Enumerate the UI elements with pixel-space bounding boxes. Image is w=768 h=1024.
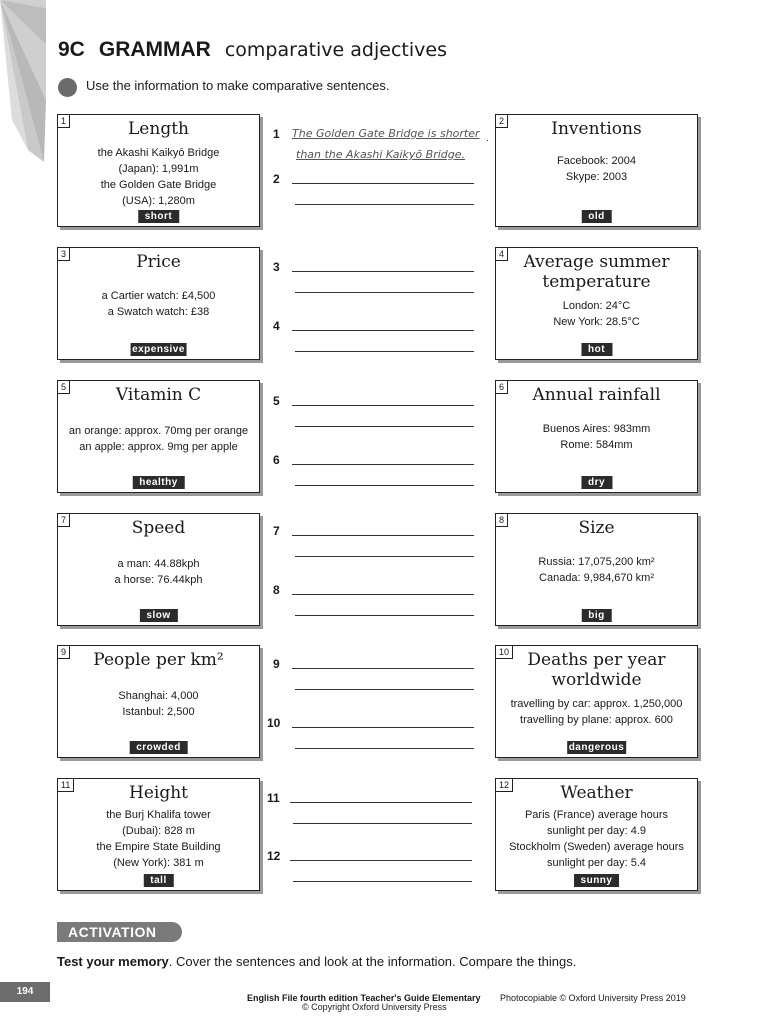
card-info-line: Facebook: 2004	[557, 155, 636, 167]
card-title: Weather	[560, 783, 633, 803]
card-info-line: travelling by plane: approx. 600	[520, 714, 673, 726]
info-card	[57, 645, 260, 758]
card-title: Price	[136, 252, 181, 272]
card-title: Deaths per year worldwide	[527, 650, 666, 690]
info-card	[495, 645, 698, 758]
adjective-label: crowded	[129, 741, 188, 754]
sentence-number: 10	[267, 716, 281, 730]
info-card	[495, 513, 698, 626]
activation-bold: Test your memory	[57, 954, 169, 969]
example-underline	[487, 140, 488, 141]
info-card	[57, 114, 260, 227]
info-card	[495, 247, 698, 360]
card-number: 12	[495, 778, 513, 792]
card-info-line: a man: 44.88kph	[117, 558, 200, 570]
card-title: Annual rainfall	[532, 385, 661, 405]
card-title: Inventions	[551, 119, 642, 139]
answer-line[interactable]	[292, 727, 474, 728]
adjective-label: old	[581, 210, 612, 223]
example-line-2: than the Akashi Kaikyō Bridge.	[296, 148, 466, 161]
card-title: Vitamin C	[115, 385, 202, 405]
answer-line[interactable]	[290, 860, 472, 861]
card-info-line: Buenos Aires: 983mm	[542, 423, 651, 435]
info-card	[57, 513, 260, 626]
card-info	[498, 153, 695, 185]
activation-instruction	[57, 954, 576, 969]
activation-text: . Cover the sentences and look at the information. Compare the things.	[168, 954, 577, 969]
card-info-line: a Swatch watch: £38	[107, 306, 210, 318]
answer-line[interactable]	[295, 204, 474, 205]
answer-line[interactable]	[295, 689, 474, 690]
card-info-line: Canada: 9,984,670 km²	[539, 572, 654, 584]
card-info-line: a Cartier watch: £4,500	[101, 290, 216, 302]
card-number: 7	[57, 513, 70, 527]
card-info-line: travelling by car: approx. 1,250,000	[510, 698, 683, 710]
card-info-line: Russia: 17,075,200 km²	[538, 556, 655, 568]
adjective-label: slow	[139, 609, 177, 622]
card-info	[498, 554, 695, 586]
info-card	[495, 380, 698, 493]
adjective-label: tall	[143, 874, 173, 887]
card-title: Size	[578, 518, 615, 538]
card-info-line: (USA): 1,280m	[122, 195, 195, 207]
answer-line[interactable]	[295, 426, 474, 427]
card-info-line: (Dubai): 828 m	[122, 825, 195, 837]
card-info-line: the Burj Khalifa tower	[106, 809, 211, 821]
card-number: 3	[57, 247, 70, 261]
card-info-line: Stockholm (Sweden) average hours	[509, 841, 684, 853]
card-title: People per km²	[93, 650, 224, 670]
card-info-line: sunlight per day: 4.9	[546, 825, 647, 837]
card-info-line: an apple: approx. 9mg per apple	[79, 441, 238, 453]
adjective-label: sunny	[574, 874, 620, 887]
card-info	[60, 145, 257, 209]
card-info	[498, 421, 695, 453]
card-number: 11	[57, 778, 74, 792]
info-card	[57, 247, 260, 360]
answer-line[interactable]	[292, 535, 474, 536]
rights-note: Photocopiable © Oxford University Press 2019	[500, 993, 686, 1003]
adjective-label: short	[138, 210, 180, 223]
card-number: 1	[57, 114, 70, 128]
sentence-number: 7	[273, 524, 280, 538]
answer-line[interactable]	[292, 271, 474, 272]
adjective-label: big	[581, 609, 612, 622]
info-card	[57, 778, 260, 891]
answer-line[interactable]	[292, 464, 474, 465]
section-name: GRAMMAR	[98, 38, 211, 61]
corner-fan-graphic	[0, 0, 60, 170]
answer-line[interactable]	[293, 823, 472, 824]
answer-line[interactable]	[292, 668, 474, 669]
answer-line[interactable]	[292, 405, 474, 406]
card-info-line: London: 24°C	[562, 300, 631, 312]
card-info-line: New York: 28.5°C	[553, 316, 640, 328]
answer-line[interactable]	[290, 802, 472, 803]
card-info-line: an orange: approx. 70mg per orange	[68, 425, 249, 437]
adjective-label: healthy	[132, 476, 185, 489]
activation-label: ACTIVATION	[57, 922, 182, 942]
card-info	[60, 288, 257, 320]
adjective-label: expensive	[132, 344, 185, 355]
adjective-label: hot	[581, 343, 612, 356]
sentence-number: 2	[273, 172, 280, 186]
bullet-icon	[58, 78, 77, 97]
instruction: Use the information to make comparative sentences.	[86, 78, 390, 93]
sentence-number: 6	[273, 453, 280, 467]
answer-line[interactable]	[295, 485, 474, 486]
card-info-line: a horse: 76.44kph	[114, 574, 203, 586]
card-info-line: Paris (France) average hours	[524, 809, 669, 821]
sentence-number: 8	[273, 583, 280, 597]
answer-line[interactable]	[295, 615, 474, 616]
sentence-number: 5	[273, 394, 280, 408]
book-title: English File fourth edition Teacher's Guide Elementary	[247, 993, 481, 1003]
card-info-line: (Japan): 1,991m	[118, 163, 199, 175]
card-info-line: Rome: 584mm	[560, 439, 633, 451]
card-info	[498, 298, 695, 330]
answer-line[interactable]	[295, 351, 474, 352]
copyright-note: © Copyright Oxford University Press	[302, 1002, 447, 1012]
card-info-line: the Empire State Building	[96, 841, 221, 853]
card-title: Speed	[131, 518, 186, 538]
card-title: Height	[129, 783, 188, 803]
answer-line[interactable]	[292, 594, 474, 595]
card-title: Average summer temperature	[523, 252, 670, 292]
example-line-1: The Golden Gate Bridge is shorter	[292, 127, 480, 140]
answer-line[interactable]	[293, 881, 472, 882]
card-number: 8	[495, 513, 508, 527]
card-info	[498, 696, 695, 728]
sentence-number: 11	[267, 791, 280, 805]
card-number: 6	[495, 380, 508, 394]
sentence-number: 3	[273, 260, 280, 274]
card-info	[498, 807, 695, 871]
card-info-line: the Golden Gate Bridge	[100, 179, 217, 191]
answer-line[interactable]	[295, 292, 474, 293]
card-info-line: Skype: 2003	[565, 171, 628, 183]
sentence-number: 4	[273, 319, 280, 333]
info-card	[495, 778, 698, 891]
card-info	[60, 556, 257, 588]
sentence-number: 12	[267, 849, 281, 863]
card-info	[60, 807, 257, 871]
info-card	[57, 380, 260, 493]
card-info-line: (New York): 381 m	[113, 857, 204, 869]
worksheet-title	[58, 38, 447, 62]
card-title: Length	[128, 119, 189, 139]
card-number: 5	[57, 380, 70, 394]
card-number: 4	[495, 247, 508, 261]
card-info-line: Shanghai: 4,000	[118, 690, 199, 702]
answer-line[interactable]	[292, 183, 474, 184]
card-number: 2	[495, 114, 508, 128]
answer-line[interactable]	[295, 556, 474, 557]
card-info	[60, 688, 257, 720]
info-card	[495, 114, 698, 227]
card-info	[60, 423, 257, 455]
adjective-label: dangerous	[568, 742, 625, 753]
sentence-number: 9	[273, 657, 280, 671]
card-info-line: sunlight per day: 5.4	[546, 857, 647, 869]
topic: comparative adjectives	[224, 39, 447, 61]
unit-code: 9C	[58, 38, 85, 61]
answer-line[interactable]	[295, 748, 474, 749]
card-info-line: the Akashi Kaikyō Bridge	[97, 147, 220, 159]
page-number: 194	[0, 982, 50, 1002]
card-number: 10	[495, 645, 513, 659]
adjective-label: dry	[581, 476, 612, 489]
card-number: 9	[57, 645, 70, 659]
answer-line[interactable]	[292, 330, 474, 331]
card-info-line: Istanbul: 2,500	[122, 706, 195, 718]
sentence-number: 1	[273, 127, 280, 141]
